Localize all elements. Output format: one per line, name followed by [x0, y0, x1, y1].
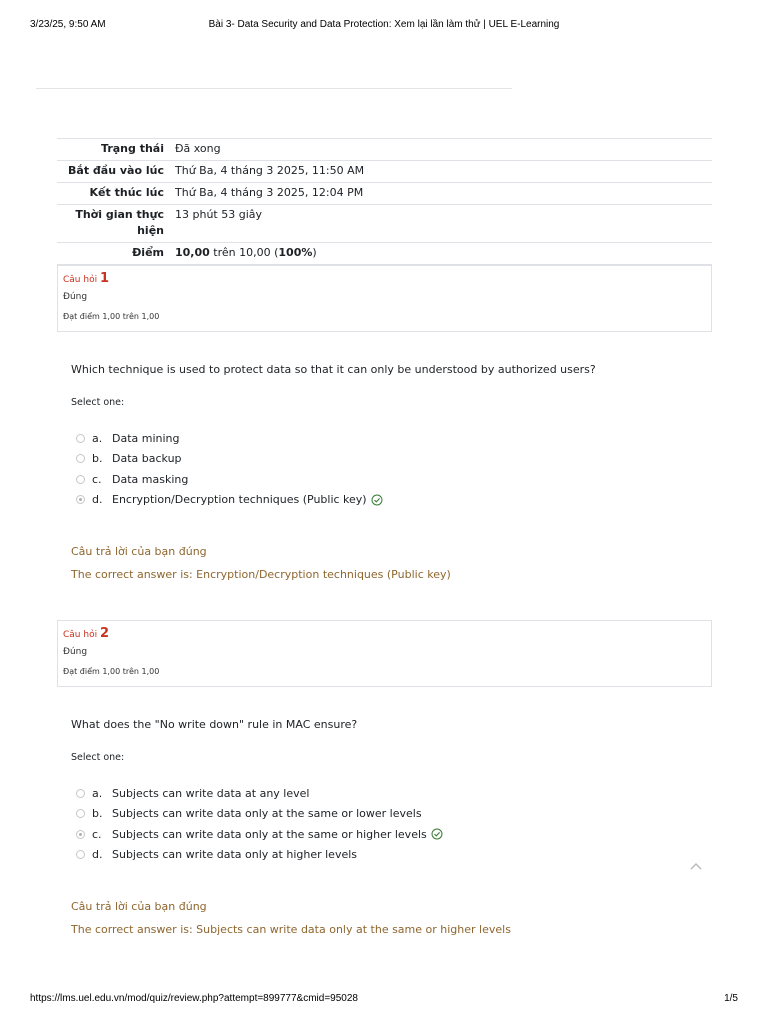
summary-row [57, 205, 712, 243]
summary-label: Kết thúc lúc [57, 183, 174, 205]
answer-option[interactable]: a. Subjects can write data at any level [76, 783, 443, 804]
radio-button[interactable] [76, 809, 85, 818]
radio-button[interactable] [76, 850, 85, 859]
question-text-2: What does the "No write down" rule in MAC ensure? [71, 718, 358, 731]
correct-answer: The correct answer is: Subjects can write data only at the same or higher levels [71, 923, 511, 936]
grade-label: Điểm [57, 243, 174, 265]
summary-row-grade [57, 243, 712, 265]
question-number-line [63, 626, 706, 643]
summary-row [57, 139, 712, 161]
grade-close: ) [312, 246, 317, 259]
question-text-1: Which technique is used to protect data so that it can only be understood by authorized users? [71, 363, 596, 376]
feedback-message: Câu trả lời của bạn đúng [71, 545, 207, 558]
summary-row [57, 161, 712, 183]
summary-row [57, 183, 712, 205]
question-number: 2 [99, 626, 109, 641]
question-state: Đúng [63, 292, 88, 302]
question-info-2 [57, 620, 712, 687]
divider [36, 88, 512, 89]
attempt-summary-table [57, 138, 712, 265]
correct-answer: The correct answer is: Encryption/Decryption techniques (Public key) [71, 568, 451, 581]
answer-option[interactable]: b. Subjects can write data only at the same or lower levels [76, 804, 443, 825]
select-one-prompt: Select one: [71, 397, 125, 408]
summary-label: Thời gian thực hiện [57, 205, 174, 243]
answer-option-selected[interactable]: d. Encryption/Decryption techniques (Public key) [76, 490, 383, 511]
radio-button[interactable] [76, 434, 85, 443]
grade-score: 10,00 [175, 246, 210, 259]
summary-value: 13 phút 53 giây [174, 205, 712, 243]
grade-percent: 100% [278, 246, 313, 259]
page-url: https://lms.uel.edu.vn/mod/quiz/review.php?attempt=899777&cmid=95028 [30, 993, 358, 1004]
feedback-message: Câu trả lời của bạn đúng [71, 900, 207, 913]
answer-options-2 [76, 783, 443, 865]
question-number-line [63, 271, 706, 288]
summary-value: Thứ Ba, 4 tháng 3 2025, 11:50 AM [174, 161, 712, 183]
question-prefix: Câu hỏi [63, 630, 98, 640]
question-number: 1 [99, 271, 109, 286]
question-info-1 [57, 265, 712, 332]
radio-button-checked[interactable] [76, 495, 85, 504]
answer-option[interactable]: b. Data backup [76, 449, 383, 470]
grade-middle: trên 10,00 ( [209, 246, 279, 259]
radio-button[interactable] [76, 475, 85, 484]
check-circle-icon [431, 828, 443, 840]
select-one-prompt: Select one: [71, 752, 125, 763]
radio-button[interactable] [76, 454, 85, 463]
print-footer [30, 993, 738, 1007]
answer-option-selected[interactable]: c. Subjects can write data only at the same or higher levels [76, 824, 443, 845]
document-title: Bài 3- Data Security and Data Protection: Xem lại lần làm thử | UEL E-Learning [208, 19, 560, 30]
summary-value: Đã xong [174, 139, 712, 161]
answer-option[interactable]: d. Subjects can write data only at higher levels [76, 845, 443, 866]
print-header [30, 19, 738, 33]
answer-option[interactable]: a. Data mining [76, 428, 383, 449]
summary-label: Bắt đầu vào lúc [57, 161, 174, 183]
answer-option[interactable]: c. Data masking [76, 469, 383, 490]
summary-label: Trạng thái [57, 139, 174, 161]
question-state: Đúng [63, 647, 88, 657]
radio-button[interactable] [76, 789, 85, 798]
question-grade: Đạt điểm 1,00 trên 1,00 [63, 312, 160, 321]
question-prefix: Câu hỏi [63, 275, 98, 285]
print-date: 3/23/25, 9:50 AM [30, 19, 106, 30]
question-grade: Đạt điểm 1,00 trên 1,00 [63, 667, 160, 676]
summary-value: Thứ Ba, 4 tháng 3 2025, 12:04 PM [174, 183, 712, 205]
chevron-up-icon[interactable] [689, 861, 703, 871]
check-circle-icon [371, 494, 383, 506]
answer-options-1 [76, 428, 383, 510]
radio-button-checked[interactable] [76, 830, 85, 839]
grade-value [174, 243, 712, 265]
page-number: 1/5 [724, 993, 738, 1004]
